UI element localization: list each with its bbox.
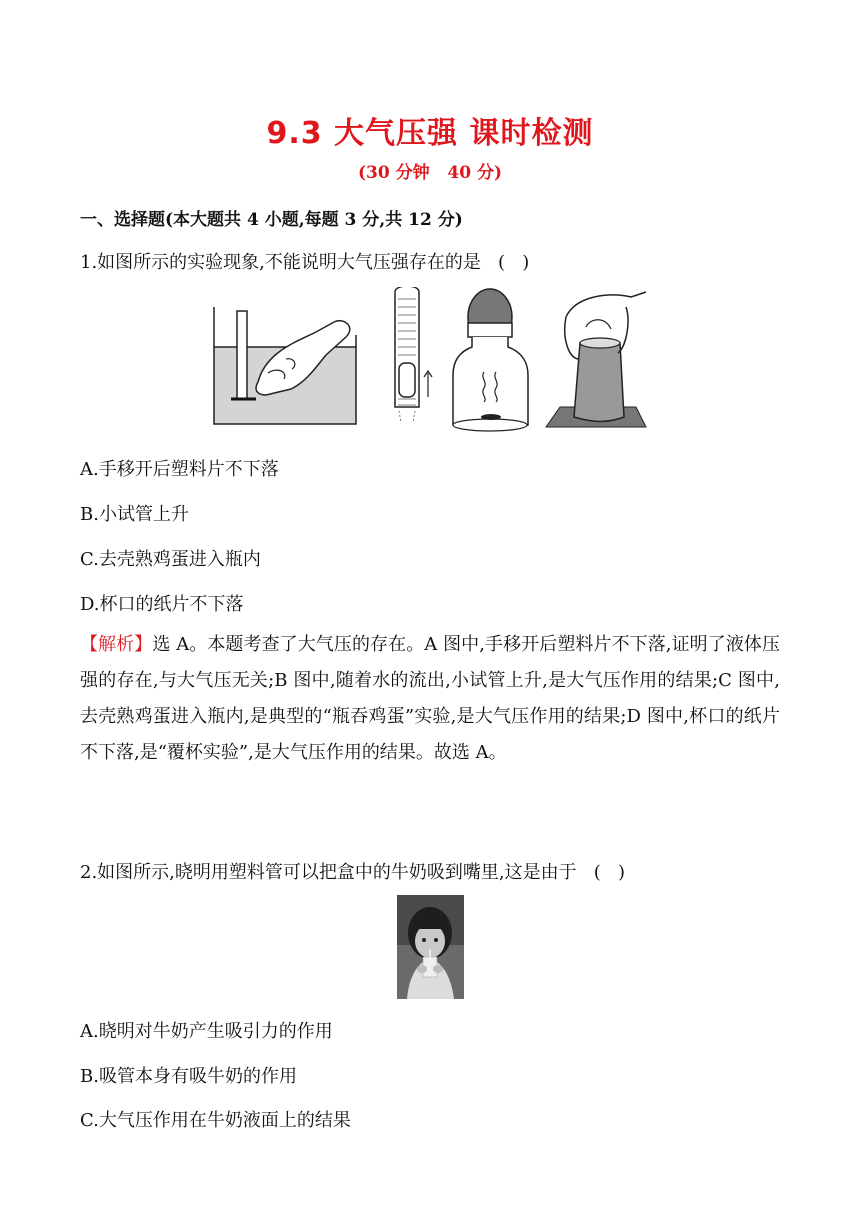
- figure-a-tank-icon: [214, 307, 356, 424]
- section-heading: 一、选择题(本大题共 4 小题,每题 3 分,共 12 分): [80, 210, 463, 230]
- question-1-stem: 1.如图所示的实验现象,不能说明大气压强存在的是 ( ): [80, 252, 530, 273]
- experiment-figure: [206, 287, 651, 437]
- q1-analysis: [80, 627, 780, 771]
- q1-option-c: C.去壳熟鸡蛋进入瓶内: [80, 549, 261, 570]
- q2-option-a: A.晓明对牛奶产生吸引力的作用: [80, 1021, 333, 1042]
- q1-option-a: A.手移开后塑料片不下落: [80, 459, 279, 480]
- figure-c-egg-bottle-icon: [453, 289, 528, 431]
- q2-option-c: C.大气压作用在牛奶液面上的结果: [80, 1110, 351, 1131]
- q1-option-d: D.杯口的纸片不下落: [80, 594, 244, 615]
- analysis-text: 选 A。本题考查了大气压的存在。A 图中,手移开后塑料片不下落,证明了液体压强的存在,与大气压无关;B 图中,随着水的流出,小试管上升,是大气压作用的结果;C 图中,去壳熟鸡蛋进入瓶内,是典型的“瓶吞鸡蛋”实验,是大气压作用的结果;D 图中,杯口的纸片不下落,是“覆杯实验”,是大气压作用的结果。故选 A。: [80, 634, 780, 763]
- q2-option-b: B.吸管本身有吸牛奶的作用: [80, 1066, 297, 1087]
- analysis-tag: 【解析】: [80, 634, 153, 655]
- figure-b-test-tube-icon: [395, 287, 432, 423]
- question-2-stem: 2.如图所示,晓明用塑料管可以把盒中的牛奶吸到嘴里,这是由于 ( ): [80, 862, 625, 883]
- q1-option-b: B.小试管上升: [80, 504, 189, 525]
- figure-d-cup-icon: [546, 292, 646, 427]
- page-subtitle: (30 分钟 40 分): [358, 163, 502, 183]
- child-drinking-photo-icon: [397, 895, 464, 999]
- page-title: 9.3 大气压强 课时检测: [266, 116, 594, 151]
